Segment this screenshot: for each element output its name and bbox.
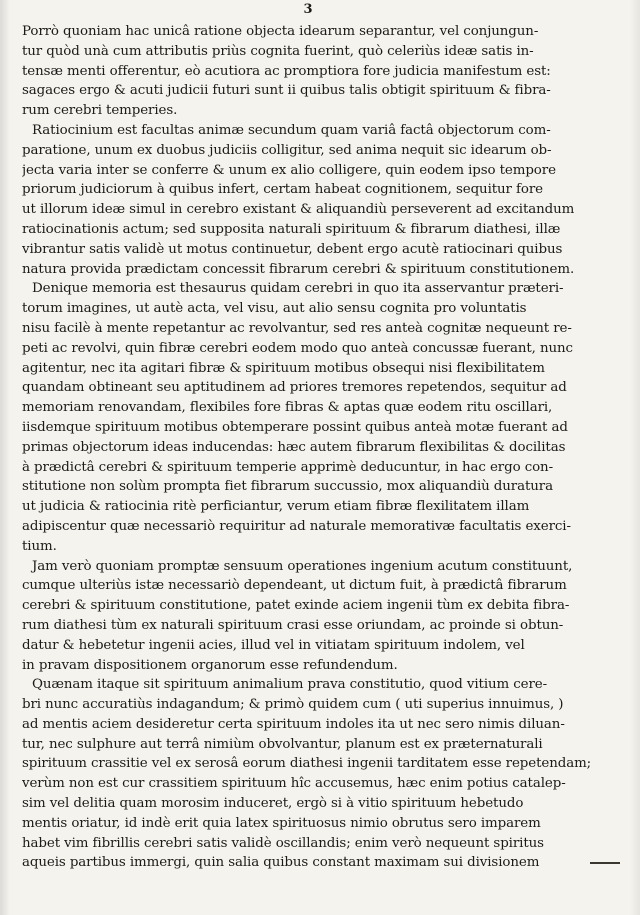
text-line: verùm non est cur crassitiem spirituum hîc accusemus, hæc enim potius catalep- (22, 776, 566, 792)
text-line: ratiocinationis actum; sed supposita naturali spirituum & fibrarum diathesi, illæ (22, 221, 561, 237)
text-line: Porrò quoniam hac unicâ ratione objecta idearum separantur, vel conjungun- (22, 24, 539, 39)
text-line: Ratiocinium est facultas animæ secundum quam variâ factâ objectorum com- (32, 122, 551, 138)
text-line: torum imagines, ut autè acta, vel visu, aut alio sensu cognita pro voluntatis (22, 301, 527, 317)
text-line: paratione, unum ex duobus judiciis colligitur, sed anima nequit sic idearum ob- (22, 142, 552, 158)
text-line: ut judicia & ratiocinia ritè perficiantur, verum etiam fibræ flexilitatem illam (22, 499, 530, 515)
text-line: tur, nec sulphure aut terrâ nimiùm obvolvantur, planum est ex præternaturali (22, 736, 543, 752)
text-line: aqueis partibus immergi, quin salia quibus constant maximam sui divisionem (22, 855, 540, 871)
text-line: nisu facilè à mente repetantur ac revolvantur, sed res anteà cognitæ nequeunt re- (22, 320, 572, 336)
catchword-mark (590, 862, 620, 864)
paragraph (22, 557, 625, 676)
text-line: tur quòd unà cum attributis priùs cognita fuerint, quò celeriùs ideæ satis in- (22, 43, 534, 59)
text-line: Denique memoria est thesaurus quidam cerebri in quo ita asservantur præteri- (32, 281, 564, 297)
page-number: 3 (303, 2, 313, 17)
text-line: agitentur, nec ita agitari fibræ & spirituum motibus obsequi nisi flexibilitatem (22, 360, 545, 376)
text-line: tensæ menti offerentur, eò acutiora ac promptiora fore judicia manifestum est: (22, 63, 551, 79)
text-line: memoriam renovandam, flexibiles fore fibras & aptas quæ eodem ritu oscillari, (22, 400, 553, 416)
text-line: vibrantur satis validè ut motus continuetur, debent ergo acutè ratiocinari quibus (22, 241, 563, 257)
text-line: quandam obtineant seu aptitudinem ad priores tremores repetendos, sequitur ad (22, 380, 567, 396)
text-line: mentis oriatur, id indè erit quia latex spirituosus nimio obrutus sero imparem (22, 815, 541, 831)
text-line: sim vel delitia quam morosim induceret, ergò si à vitio spirituum hebetudo (22, 796, 524, 812)
text-line: jecta varia inter se conferre & unum ex alio colligere, quin eodem ipso tempore (22, 162, 556, 178)
text-line: habet vim fibrillis cerebri satis validè oscillandis; enim verò nequeunt spiritus (22, 835, 544, 851)
text-line: Quænam itaque sit spirituum animalium prava constitutio, quod vitium cere- (32, 677, 548, 693)
text-line: cerebri & spirituum constitutione, patet exinde aciem ingenii tùm ex debita fibra- (22, 598, 570, 614)
paragraph (22, 675, 625, 873)
text-line: Jam verò quoniam promptæ sensuum operationes ingenium acutum constituunt, (32, 558, 573, 574)
text-line: bri nunc accuratiùs indagandum; & primò quidem cum ( uti superius innuimus, ) (22, 697, 564, 713)
text-line: stitutione non solùm prompta fiet fibrarum succussio, mox aliquandiù duratura (22, 479, 553, 495)
text-line: rum cerebri temperies. (22, 103, 178, 119)
body-text (22, 22, 625, 873)
paragraph (22, 121, 625, 279)
text-line: rum diathesi tùm ex naturali spirituum crasi esse oriundam, ac proinde si obtun- (22, 617, 564, 633)
text-line: datur & hebetetur ingenii acies, illud vel in vitiatam spirituum indolem, vel (22, 637, 525, 653)
text-line: adipiscentur quæ necessariò requiritur ad naturale memorativæ facultatis exerci- (22, 518, 571, 534)
text-line: in pravam dispositionem organorum esse refundendum. (22, 657, 398, 673)
text-line: à prædictâ cerebri & spirituum temperie apprimè deducuntur, in hac ergo con- (22, 459, 554, 475)
text-line: natura provida prædictam concessit fibrarum cerebri & spirituum constitutionem. (22, 261, 575, 277)
text-line: tium. (22, 538, 57, 554)
text-line: sagaces ergo & acuti judicii futuri sunt ii quibus talis obtigit spirituum & fibra- (22, 83, 551, 99)
text-line: cumque ulteriùs istæ necessariò dependeant, ut dictum fuit, à prædictâ fibrarum (22, 578, 567, 594)
paragraph (22, 22, 625, 121)
text-line: iisdemque spirituum motibus obtemperare possint quibus anteà motæ fuerant ad (22, 419, 568, 435)
text-line: priorum judiciorum à quibus infert, certam habeat cognitionem, sequitur fore (22, 182, 543, 198)
text-line: primas objectorum ideas inducendas: hæc autem fibrarum flexibilitas & docilitas (22, 439, 566, 455)
text-line: ad mentis aciem desideretur certa spirituum indoles ita ut nec sero nimis diluan- (22, 716, 565, 732)
text-line: ut illorum ideæ simul in cerebro existant & aliquandiù perseverent ad excitandum (22, 202, 575, 218)
text-line: peti ac revolvi, quin fibræ cerebri eodem modo quo anteà concussæ fuerant, nunc (22, 340, 573, 356)
text-line: spirituum crassitie vel ex serosâ eorum diathesi ingenii tarditatem esse repetendam; (22, 756, 592, 772)
paragraph (22, 279, 625, 556)
